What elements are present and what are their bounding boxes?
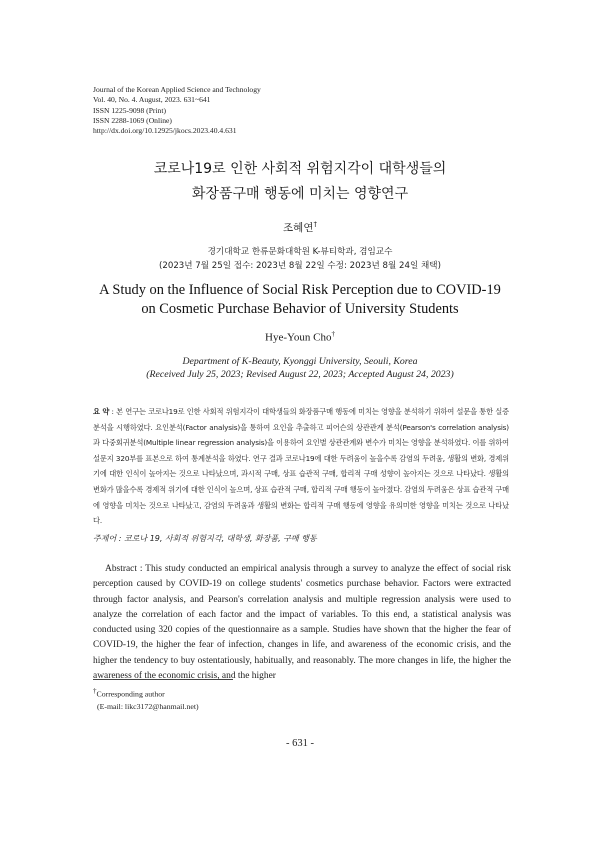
korean-dates: (2023년 7월 25일 접수: 2023년 8월 22일 수정: 2023년 8월 24일 채택) bbox=[159, 261, 441, 271]
corresponding-mark: † bbox=[313, 220, 317, 229]
english-title-line2: on Cosmetic Purchase Behavior of University Students bbox=[141, 301, 459, 317]
issn-print: ISSN 1225-9098 (Print) bbox=[93, 105, 166, 115]
english-author bbox=[0, 330, 600, 344]
korean-title-line1: 코로나19로 인한 사회적 위험지각이 대학생들의 bbox=[153, 161, 447, 177]
english-abstract bbox=[93, 562, 511, 684]
korean-abstract bbox=[93, 404, 509, 529]
footnote-divider bbox=[93, 679, 233, 680]
footnote-email[interactable]: (E-mail: likc3172@hanmail.net) bbox=[97, 702, 199, 712]
korean-author-name: 조혜연 bbox=[283, 222, 314, 234]
footnote bbox=[93, 685, 199, 714]
english-affiliation: Department of K-Beauty, Kyonggi University, Seouli, Korea bbox=[182, 356, 418, 367]
english-title-line1: A Study on the Influence of Social Risk Perception due to COVID-19 bbox=[99, 282, 501, 298]
korean-abstract-text: : 본 연구는 코로나19로 인한 사회적 위험지각이 대학생들의 화장품구매 행동에 미치는 영향을 분석하기 위하여 설문을 통한 실증분석을 시행하였다. 요인분석(Factor analysis)을 통하여 요인을 추출하고 피어슨의 상관관계 분석(Pearson's correlation analysis)과 다중회귀분석(Multiple linear regression analysis)을 이용하여 요인별 상관관계와 변수가 미치는 영향을 분석하였다. 이를 위하여 설문지 320부를 표본으로 하여 통계분석을 하였다. 연구 결과 코로나19에 대한 두려움이 높을수록 감염의 두려움, 생활의 변화, 경제위기에 대한 인식이 높아지는 것으로 나타났으며, 과시적 구매, 상표 습관적 구매, 합리적 구매 성향이 높아지는 것으로 나타났다. 생활의 변화가 많을수록 경제적 위기에 대한 인식이 높으며, 상표 습관적 구매, 합리적 구매 행동이 높아졌다. 감염의 두려움은 상표 습관적 구매에 영향을 미치는 것으로 나타났고, 감염의 두려움과 생활의 변화는 합리적 구매 행동에 영향을 유의미한 영향을 미치는 것으로 나타났다. bbox=[93, 407, 509, 526]
korean-author bbox=[0, 220, 600, 235]
english-corresponding-mark: † bbox=[331, 330, 335, 338]
english-author-name: Hye-Youn Cho bbox=[265, 331, 332, 344]
footnote-mark: † bbox=[93, 687, 97, 695]
journal-name: Journal of the Korean Applied Science and Technology bbox=[93, 85, 261, 94]
issn-online: ISSN 2288-1069 (Online) bbox=[93, 115, 172, 125]
journal-meta bbox=[93, 85, 261, 136]
doi-link[interactable]: http://dx.doi.org/10.12925/jkocs.2023.40.4.631 bbox=[93, 126, 237, 136]
korean-affiliation: 경기대학교 한류문화대학원 K-뷰티학과, 겸임교수 bbox=[207, 247, 393, 257]
english-abstract-label: Abstract bbox=[105, 564, 137, 574]
english-abstract-text: : This study conducted an empirical analysis through a survey to analyze the effect of social risk perception caused by COVID-19 on college students' cosmetics purchase behavior. Factors were extracted through factor analysis, and Pearson's correlation analysis and multiple regression analysis were used to analyze the correlation of each factor and the impact of variables. To this end, a statistical analysis was conducted using 320 copies of the questionnaire as a sample. Studies have shown that the higher the fear of COVID-19, the higher the fear of infection, changes in life, and awareness of the economic crisis, and the higher the tendency to buy ostentatiously, habitually, and reasonably. The more changes in life, the higher the awareness of the economic crisis, and the higher bbox=[93, 564, 511, 682]
footnote-corresponding: Corresponding author bbox=[96, 689, 165, 699]
page-number: - 631 - bbox=[286, 738, 314, 749]
english-dates: (Received July 25, 2023; Revised August 22, 2023; Accepted August 24, 2023) bbox=[146, 369, 454, 380]
journal-volume: Vol. 40, No. 4. August, 2023. 631~641 bbox=[93, 95, 211, 105]
korean-abstract-label: 요 약 bbox=[93, 407, 110, 416]
korean-title-line2: 화장품구매 행동에 미치는 영향연구 bbox=[191, 186, 409, 202]
korean-keywords: 주제어 : 코로나 19, 사회적 위험지각, 대학생, 화장품, 구매 행동 bbox=[93, 534, 317, 543]
